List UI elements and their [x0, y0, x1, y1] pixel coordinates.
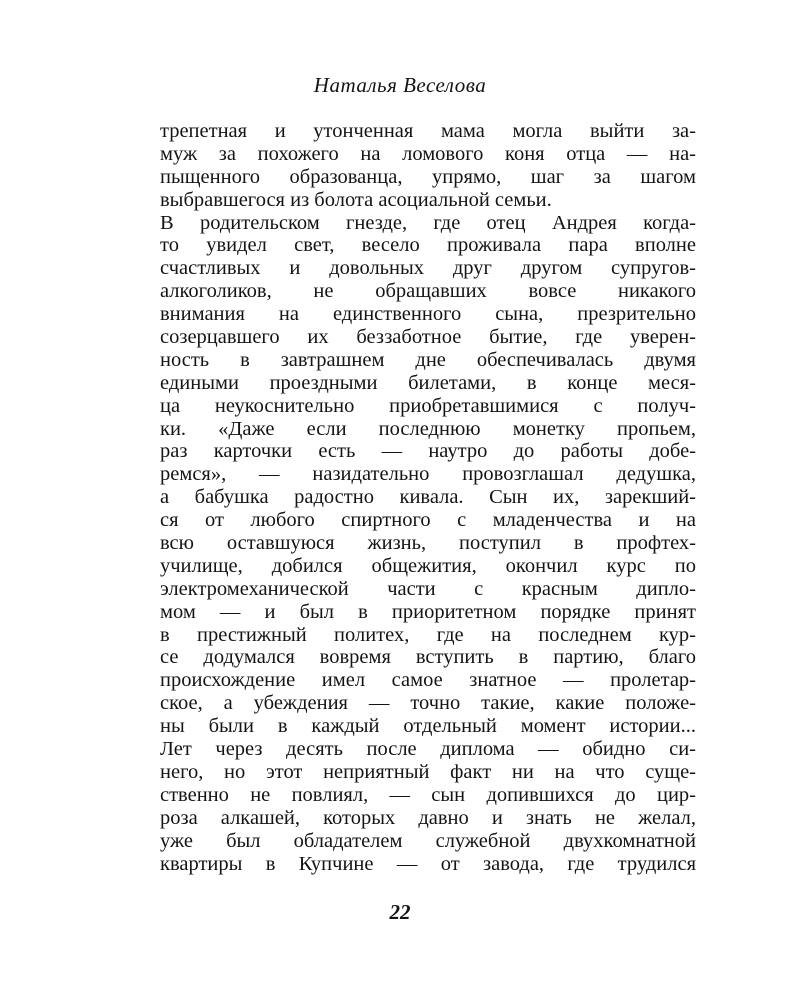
- text-line: се додумался вовремя вступить в партию, благо: [160, 646, 696, 669]
- text-line: ся от любого спиртного с младенчества и на: [160, 509, 696, 532]
- page-number: 22: [389, 900, 411, 924]
- text-line: электромеханической части с красным дипло-: [160, 577, 696, 600]
- text-line: уже был обладателем служебной двухкомнатной: [160, 829, 696, 852]
- text-line: то увидел свет, весело проживала пара вполне: [160, 234, 696, 257]
- text-line: роза алкашей, которых давно и знать не желал,: [160, 806, 696, 829]
- text-line: ны были в каждый отдельный момент истории...: [160, 715, 696, 738]
- running-head-author: Наталья Веселова: [313, 73, 487, 97]
- body-text: [160, 120, 696, 875]
- text-line: а бабушка радостно кивала. Сын их, зарекший-: [160, 486, 696, 509]
- text-line: ственно не повлиял, — сын допившихся до цир-: [160, 783, 696, 806]
- text-line: пыщенного образованца, упрямо, шаг за шагом: [160, 165, 696, 188]
- text-line: алкоголиков, не обращавших вовсе никакого: [160, 280, 696, 303]
- text-line: трепетная и утонченная мама могла выйти за-: [160, 120, 696, 142]
- text-line: внимания на единственного сына, презрительно: [160, 303, 696, 326]
- text-line: него, но этот неприятный факт ни на что суще-: [160, 760, 696, 783]
- text-line: Лет через десять после диплома — обидно си-: [160, 738, 696, 761]
- text-line: ность в завтрашнем дне обеспечивалась двумя: [160, 348, 696, 371]
- text-line: ки. «Даже если последнюю монетку пропьем,: [160, 417, 696, 440]
- text-line: квартиры в Купчине — от завода, где трудился: [160, 852, 696, 875]
- text-line: едиными проездными билетами, в конце меся-: [160, 371, 696, 394]
- text-line: ское, а убеждения — точно такие, какие положе-: [160, 692, 696, 715]
- text-line: ца неукоснительно приобретавшимися с получ-: [160, 394, 696, 417]
- text-line: в престижный политех, где на последнем кур-: [160, 623, 696, 646]
- text-line: раз карточки есть — наутро до работы добе-: [160, 440, 696, 463]
- text-line: муж за похожего на ломового коня отца — на-: [160, 142, 696, 165]
- text-line: ремся», — назидательно провозглашал дедушка,: [160, 463, 696, 486]
- text-line: счастливых и довольных друг другом супругов-: [160, 257, 696, 280]
- text-line: выбравшегося из болота асоциальной семьи.: [160, 188, 552, 211]
- text-line: училище, добился общежития, окончил курс по: [160, 554, 696, 577]
- text-line: созерцавшего их беззаботное бытие, где уверен-: [160, 326, 696, 349]
- text-line: В родительском гнезде, где отец Андрея когда-: [160, 211, 696, 234]
- text-line: происхождение имел самое знатное — пролетар-: [160, 669, 696, 692]
- text-line: мом — и был в приоритетном порядке принят: [160, 600, 696, 623]
- text-line: всю оставшуюся жизнь, поступил в профтех-: [160, 532, 696, 555]
